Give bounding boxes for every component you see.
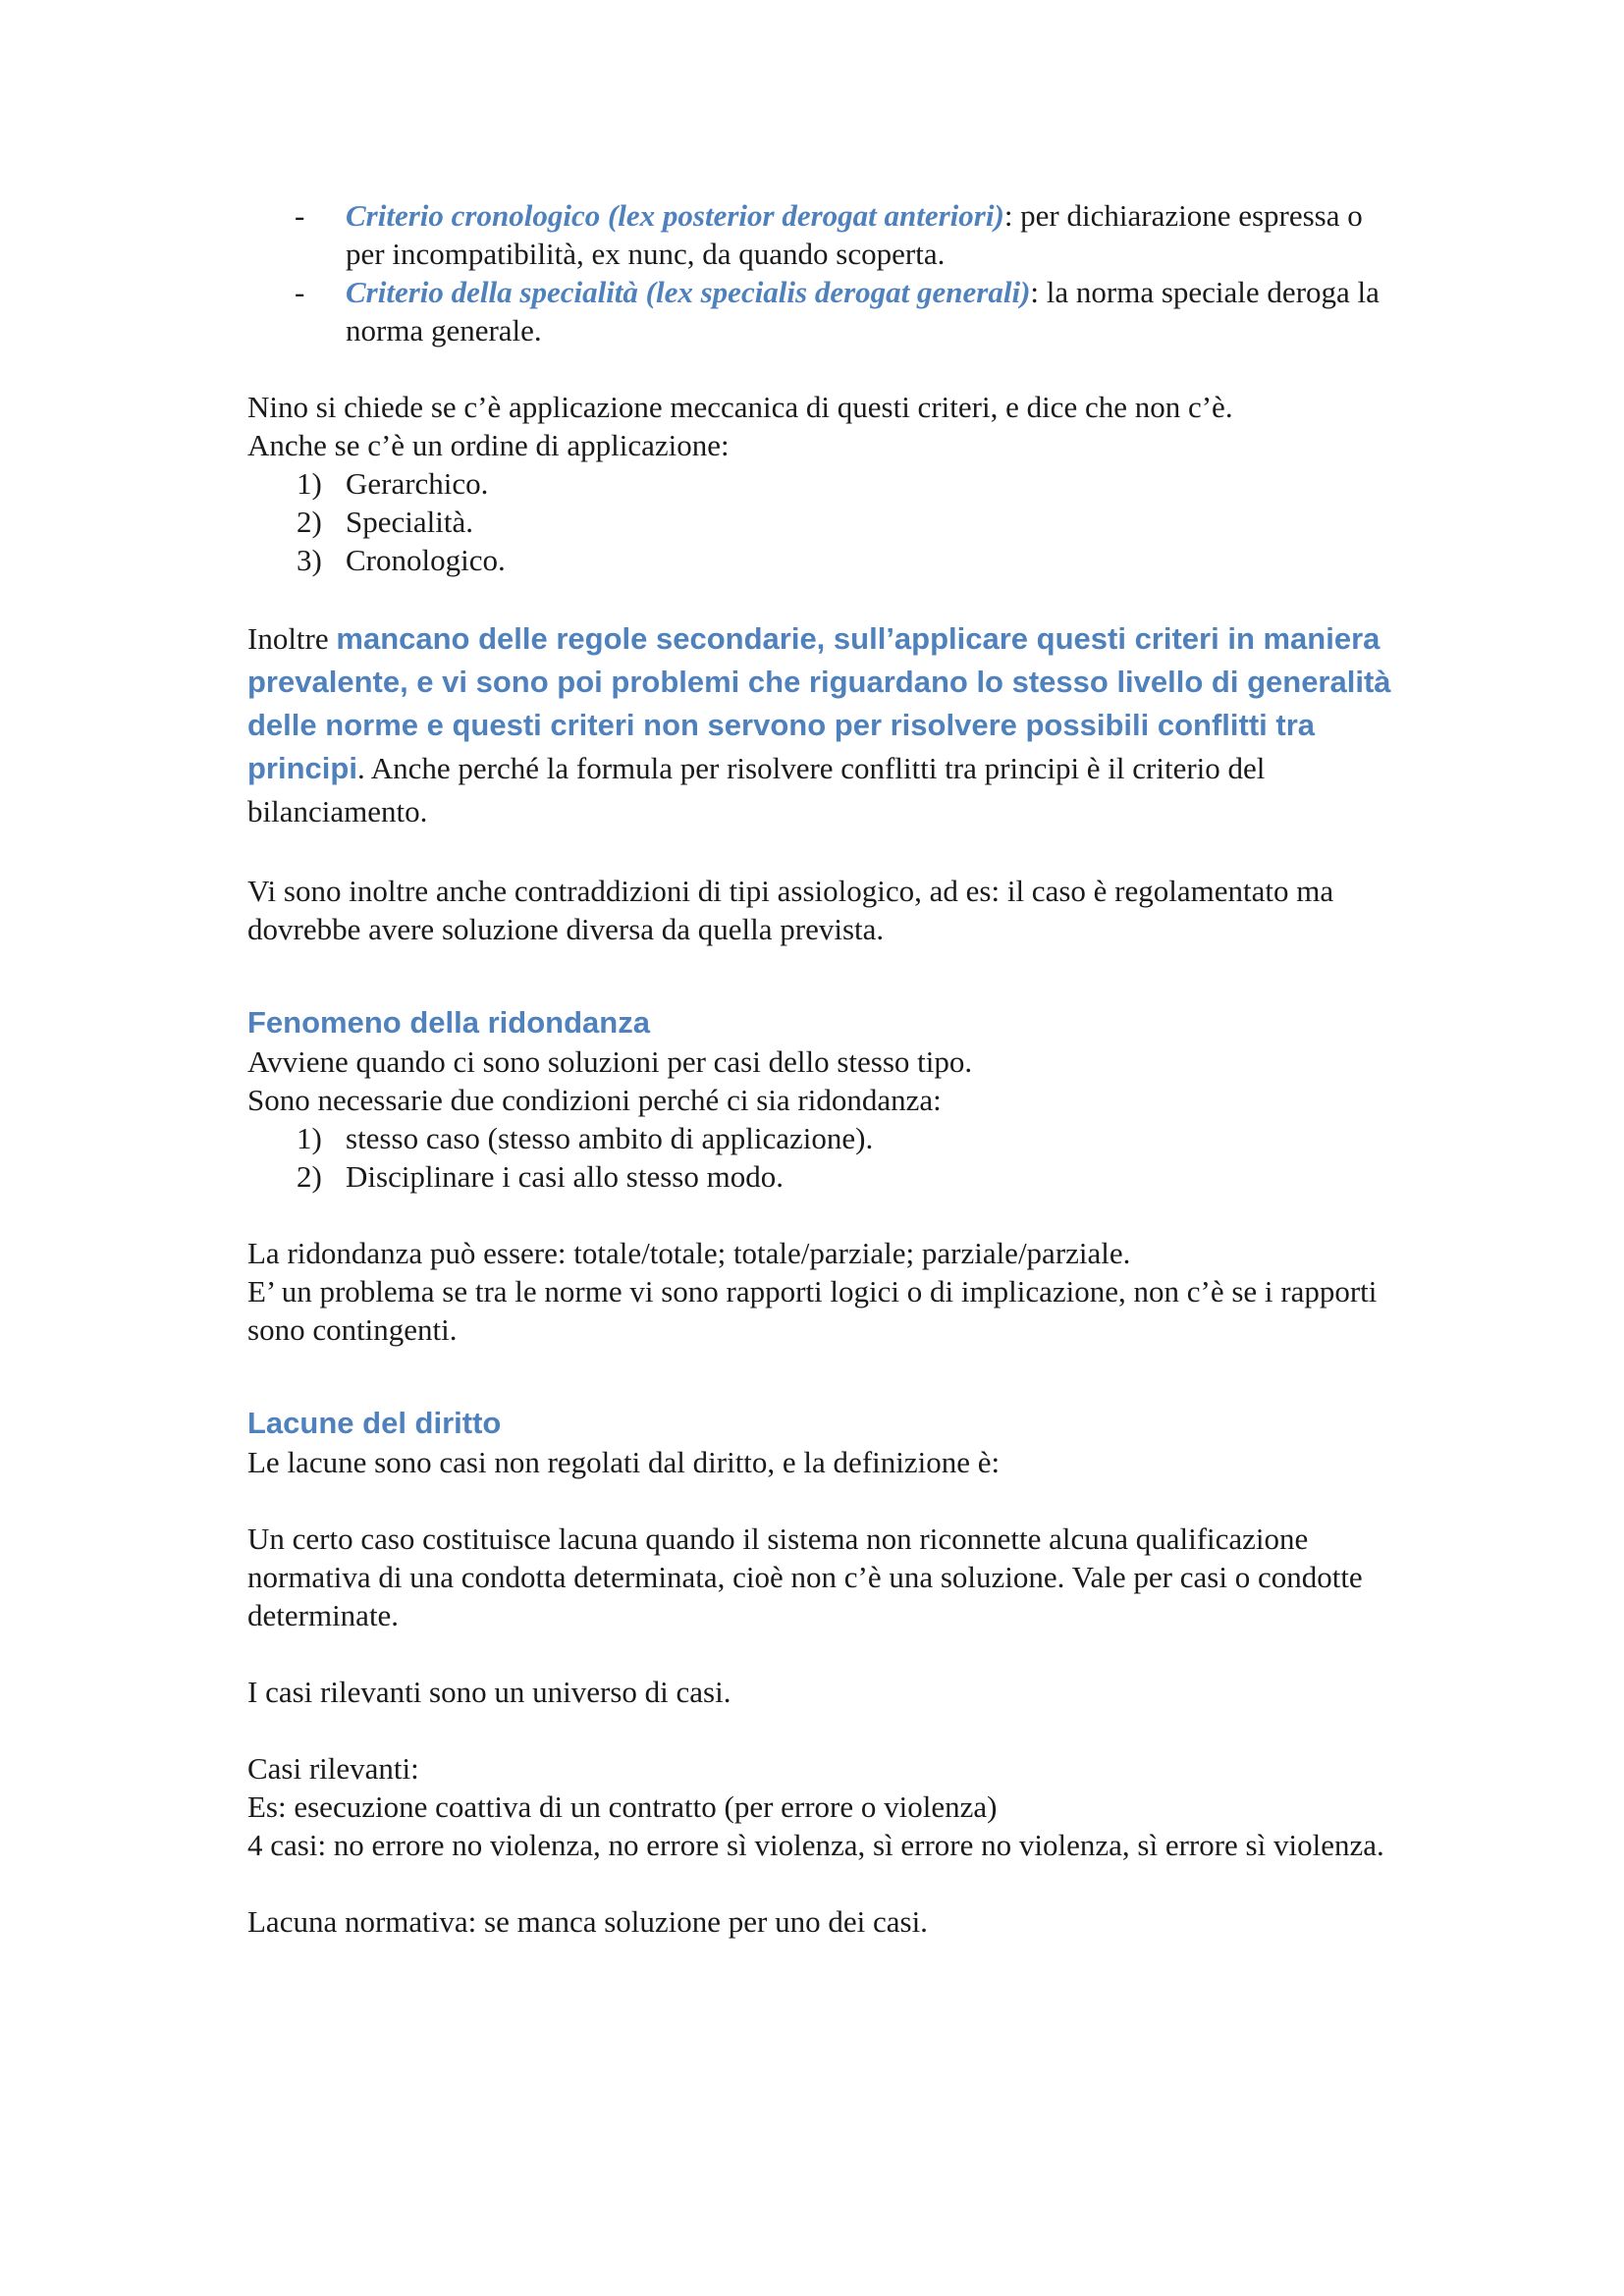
criterion-term: Criterio cronologico (lex posterior derogat anteriori) — [346, 198, 1004, 233]
list-number: 2) — [297, 1159, 322, 1194]
list-dash: - — [295, 275, 305, 309]
list-number: 3) — [297, 543, 322, 577]
criterion-item-speciality — [247, 273, 1396, 349]
paragraph-lacuna-normativa: Lacuna normativa: se manca soluzione per uno dei casi. — [247, 1904, 928, 1939]
paragraph-lacune-intro: Le lacune sono casi non regolati dal diritto, e la definizione è: — [247, 1445, 1001, 1479]
list-item-label: stesso caso (stesso ambito di applicazione). — [346, 1121, 874, 1155]
paragraph-order-intro: Anche se c’è un ordine di applicazione: — [247, 428, 730, 462]
heading-ridondanza: Fenomeno della ridondanza — [247, 1005, 650, 1040]
paragraph-ridondanza-conditions: Sono necessarie due condizioni perché ci sia ridondanza: — [247, 1083, 942, 1117]
list-item-label: Gerarchico. — [346, 466, 489, 501]
inoltre-tail: . Anche perché la formula per risolvere conflitti tra principi è il criterio del bilanciamento. — [247, 751, 1266, 828]
paragraph-cases-example: Es: esecuzione coattiva di un contratto (per errore o violenza) — [247, 1789, 998, 1824]
paragraph-lacune-definition: Un certo caso costituisce lacuna quando il sistema non riconnette alcuna qualificazione normativa di una condotta determinata, cioè non c’è una soluzione. Vale per casi o condotte determinate. — [247, 1522, 1363, 1632]
document-page — [247, 196, 1396, 1941]
list-number: 1) — [297, 466, 322, 501]
paragraph-four-cases: 4 casi: no errore no violenza, no errore sì violenza, sì errore no violenza, sì errore sì violenza. — [247, 1828, 1384, 1862]
list-item-label: Cronologico. — [346, 543, 506, 577]
criterion-text: : la norma speciale deroga la norma generale. — [346, 275, 1380, 347]
list-item — [247, 1119, 1396, 1157]
heading-lacune: Lacune del diritto — [247, 1406, 502, 1440]
inoltre-lead: Inoltre — [247, 621, 337, 656]
paragraph-nino: Nino si chiede se c’è applicazione meccanica di questi criteri, e dice che non c’è. — [247, 390, 1233, 424]
list-item — [247, 541, 1396, 579]
list-item-label: Disciplinare i casi allo stesso modo. — [346, 1159, 784, 1194]
list-number: 2) — [297, 505, 322, 539]
criterion-text: : per dichiarazione espressa o per incompatibilità, ex nunc, da quando scoperta. — [346, 198, 1363, 271]
list-dash: - — [295, 198, 305, 233]
list-number: 1) — [297, 1121, 322, 1155]
paragraph-lacune-universe: I casi rilevanti sono un universo di casi. — [247, 1675, 731, 1709]
paragraph-ridondanza-types: La ridondanza può essere: totale/totale; totale/parziale; parziale/parziale. — [247, 1236, 1131, 1270]
list-item — [247, 503, 1396, 541]
paragraph-ridondanza-def: Avviene quando ci sono soluzioni per casi dello stesso tipo. — [247, 1044, 973, 1079]
criterion-item-chronological — [247, 196, 1396, 273]
paragraph-cases-label: Casi rilevanti: — [247, 1751, 419, 1786]
inoltre-highlight: mancano delle regole secondarie, sull’applicare questi criteri in maniera prevalente, e vi sono poi problemi che riguardano lo stesso livello di generalità delle norme e questi criteri non servono per risolvere possibili conflitti tra principi — [247, 621, 1391, 785]
list-item — [247, 1157, 1396, 1196]
list-item-label: Specialità. — [346, 505, 473, 539]
list-item — [247, 464, 1396, 503]
paragraph-ridondanza-problem: E’ un problema se tra le norme vi sono rapporti logici o di implicazione, non c’è se i rapporti sono contingenti. — [247, 1274, 1378, 1347]
paragraph-inoltre — [247, 617, 1396, 833]
criterion-term: Criterio della specialità (lex specialis derogat generali) — [346, 275, 1031, 309]
paragraph-assiologico: Vi sono inoltre anche contraddizioni di tipi assiologico, ad es: il caso è regolamentato ma dovrebbe avere soluzione diversa da quella prevista. — [247, 874, 1334, 946]
